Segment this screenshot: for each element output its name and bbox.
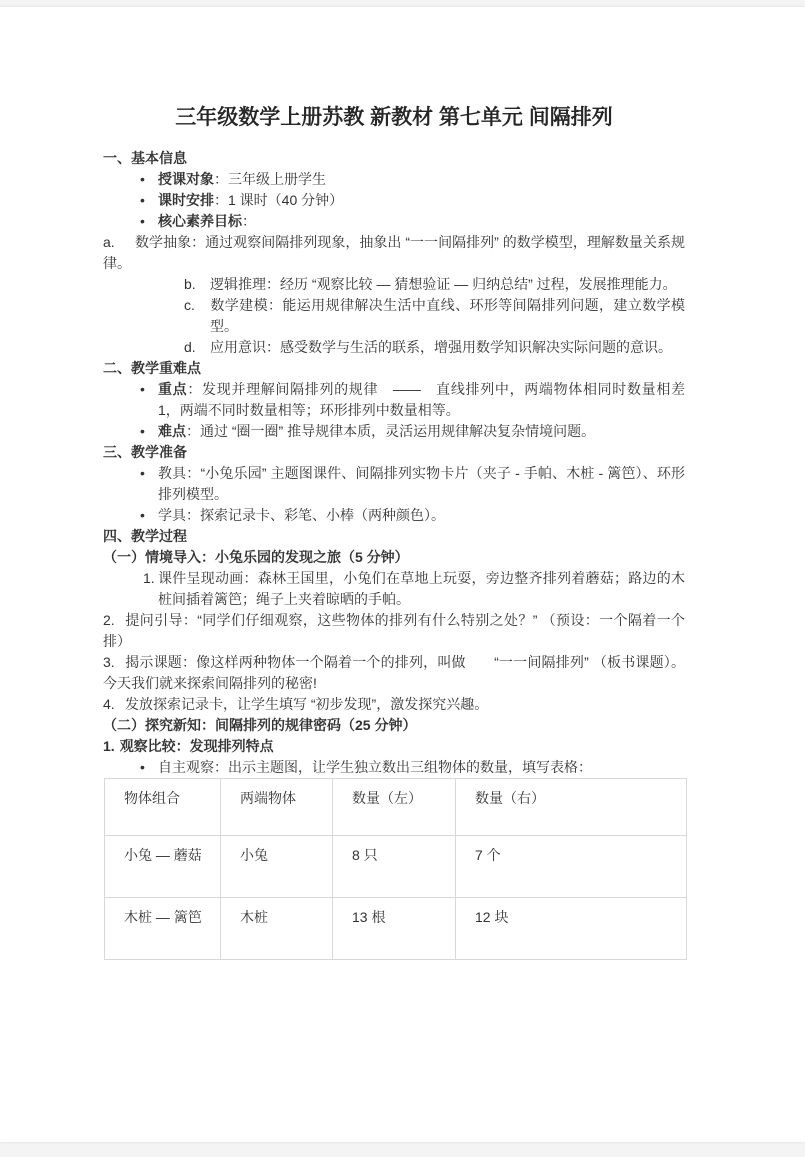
bullet-text: ：通过 “圈一圈” 推导规律本质，灵活运用规律解决复杂情境问题。: [186, 423, 596, 439]
cell-count-left: 8 只: [333, 836, 456, 898]
cell-count-right: 12 块: [456, 898, 687, 960]
cell-combination: 小兔 — 蘑菇: [105, 836, 221, 898]
step-marker: 3.: [103, 654, 115, 670]
col-header-combination: 物体组合: [105, 779, 221, 836]
bullet-text: 学具：探索记录卡、彩笔、小棒（两种颜色）。: [158, 507, 445, 523]
step-item-3: [103, 652, 685, 694]
bullet-icon: •: [140, 213, 145, 229]
bullet-icon: •: [140, 381, 145, 397]
step-item-4: [103, 694, 685, 715]
bullet-text: ：三年级上册学生: [214, 171, 326, 187]
heading-part2-explore: （二）探究新知：间隔排列的规律密码（25 分钟）: [103, 717, 417, 733]
bullet-text: 自主观察：出示主题图，让学生独立数出三组物体的数量，填写表格：: [158, 759, 592, 775]
point-marker: 1.: [103, 738, 115, 754]
cell-end-object: 木桩: [221, 898, 333, 960]
step-text: 提问引导：“同学们仔细观察，这些物体的排列有什么特别之处？” （预设：一个隔着一个排）: [103, 612, 685, 649]
goal-text: 逻辑推理：经历 “观察比较 — 猜想验证 — 归纳总结” 过程，发展推理能力。: [210, 276, 677, 292]
list-item-lesson-time: [103, 190, 685, 211]
step-marker: 2.: [103, 612, 115, 628]
heading-process: 四、教学过程: [103, 528, 187, 544]
observation-table: [104, 778, 687, 960]
goal-marker: a.: [103, 234, 115, 250]
bullet-text: ：1 课时（40 分钟）: [214, 192, 344, 208]
bullet-icon: •: [140, 465, 145, 481]
bullet-label: 授课对象: [158, 171, 214, 187]
section-key-points: [103, 358, 685, 442]
step-item-2: [103, 610, 685, 652]
list-item-self-observe: [103, 757, 685, 778]
heading-basic-info: 一、基本信息: [103, 150, 187, 166]
step-marker: 4.: [103, 696, 115, 712]
cell-count-left: 13 根: [333, 898, 456, 960]
bullet-icon: •: [140, 171, 145, 187]
bullet-icon: •: [140, 192, 145, 208]
heading-key-points: 二、教学重难点: [103, 360, 201, 376]
list-item-difficulty: [103, 421, 685, 442]
heading-part1-intro: （一）情境导入：小兔乐园的发现之旅（5 分钟）: [103, 549, 409, 565]
goal-marker: b.: [184, 276, 196, 292]
goal-marker: c.: [184, 297, 195, 313]
cell-combination: 木桩 — 篱笆: [105, 898, 221, 960]
heading-preparation: 三、教学准备: [103, 444, 187, 460]
bullet-icon: •: [140, 423, 145, 439]
goal-item-c: [103, 295, 685, 337]
list-item-key-point: [103, 379, 685, 421]
point-heading-text: 观察比较：发现排列特点: [119, 738, 274, 754]
bullet-label: 课时安排: [158, 192, 214, 208]
section-preparation: [103, 442, 685, 526]
bullet-label: 核心素养目标: [158, 213, 242, 229]
bullet-text: ：发现并理解间隔排列的规律 —— 直线排列中，两端物体相同时数量相差 1，两端不同时数量相等；环形排列中数量相等。: [158, 381, 686, 418]
cell-count-right: 7 个: [456, 836, 687, 898]
list-item-core-goals: [103, 211, 685, 232]
bullet-icon: •: [140, 507, 145, 523]
table-header-row: [105, 779, 687, 836]
list-item-student-aids: [103, 505, 685, 526]
step-text: 发放探索记录卡，让学生填写 “初步发现”，激发探究兴趣。: [125, 696, 489, 712]
document-page: [0, 7, 805, 1142]
step-item-1: [103, 568, 685, 610]
goal-item-d: [103, 337, 685, 358]
bullet-icon: •: [140, 759, 145, 775]
table-row: [105, 836, 687, 898]
goal-item-b: [103, 274, 685, 295]
heading-point1-observe: [103, 736, 685, 757]
step-marker: 1.: [143, 570, 155, 586]
goal-item-a: [103, 232, 685, 274]
list-item-teaching-aids: [103, 463, 685, 505]
bullet-text: ：: [242, 213, 256, 229]
goal-marker: d.: [184, 339, 196, 355]
list-item-target-audience: [103, 169, 685, 190]
cell-end-object: 小兔: [221, 836, 333, 898]
section-process: [103, 526, 685, 778]
step-text: 揭示课题：像这样两种物体一个隔着一个的排列，叫做 “一一间隔排列” （板书课题）。今天我们就来探索间隔排列的秘密!: [103, 654, 685, 691]
col-header-end-object: 两端物体: [221, 779, 333, 836]
bullet-label: 重点: [158, 381, 188, 397]
goal-text: 数学抽象：通过观察间隔排列现象，抽象出 “一一间隔排列” 的数学模型，理解数量关系规律。: [103, 234, 685, 271]
col-header-count-left: 数量（左）: [333, 779, 456, 836]
goal-text: 数学建模：能运用规律解决生活中直线、环形等间隔排列问题，建立数学模型。: [210, 297, 685, 334]
bullet-text: 教具：“小兔乐园” 主题图课件、间隔排列实物卡片（夹子 - 手帕、木桩 - 篱笆）、环形排列模型。: [158, 465, 685, 502]
bullet-label: 难点: [158, 423, 186, 439]
table-row: [105, 898, 687, 960]
doc-title: 三年级数学上册苏教 新教材 第七单元 间隔排列: [175, 106, 613, 129]
goal-text: 应用意识：感受数学与生活的联系，增强用数学知识解决实际问题的意识。: [210, 339, 672, 355]
col-header-count-right: 数量（右）: [456, 779, 687, 836]
section-basic-info: [103, 148, 685, 358]
step-text: 课件呈现动画：森林王国里，小兔们在草地上玩耍，旁边整齐排列着蘑菇；路边的木桩间插着篱笆；绳子上夹着晾晒的手帕。: [158, 570, 685, 607]
